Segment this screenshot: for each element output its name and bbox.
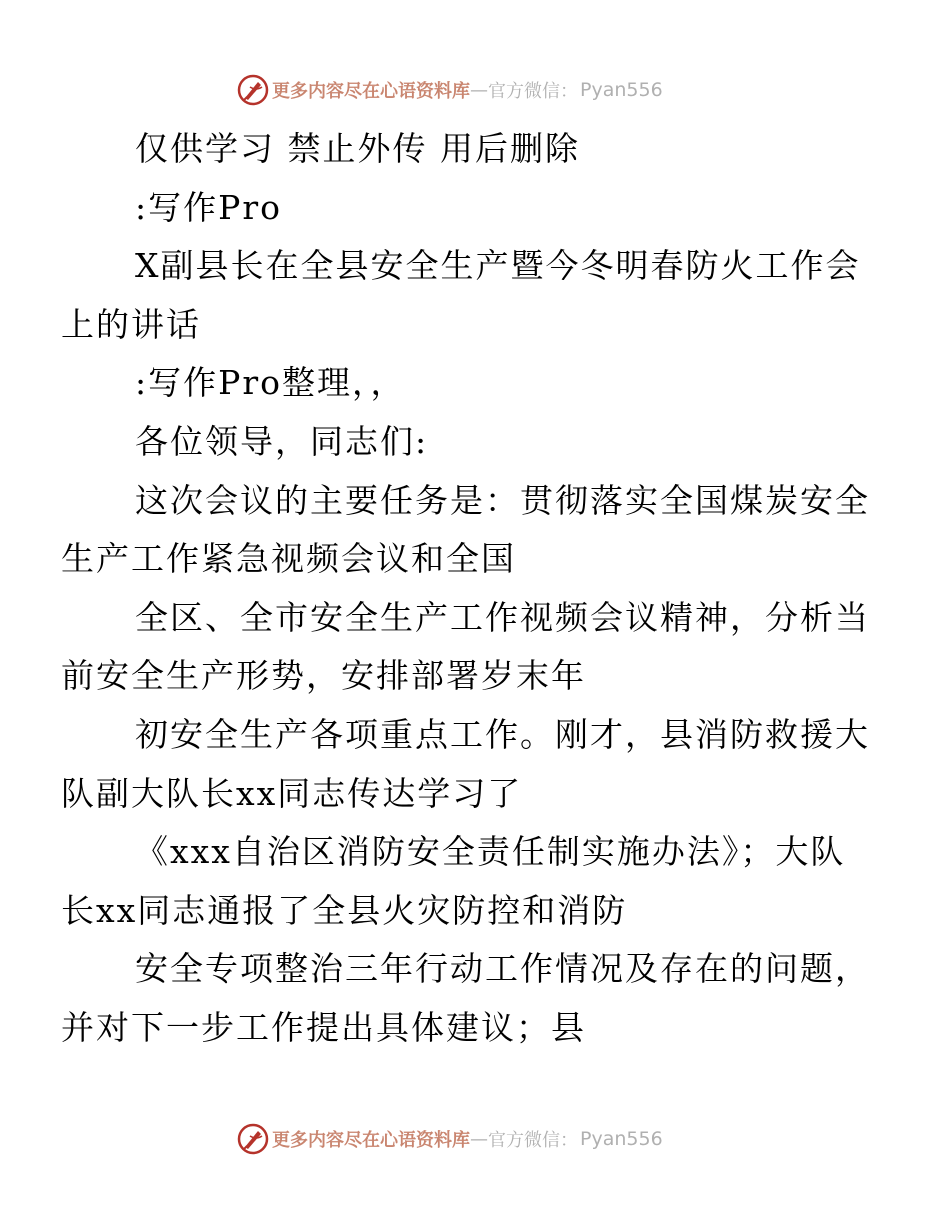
banner-dash: —: [470, 79, 488, 101]
paragraph-continuation: 长xx同志通报了全县火灾防控和消防: [61, 890, 628, 930]
paragraph-text: 全区、全市安全生产工作视频会议精神，分析当: [135, 597, 870, 637]
paragraph-text: 各位领导，同志们:: [135, 421, 429, 461]
document-body: [61, 120, 870, 1058]
paragraph-continuation: 生产工作紧急视频会议和全国: [61, 539, 516, 579]
body-paragraph: [61, 472, 870, 589]
paragraph-text: 初安全生产各项重点工作。刚才，县消防救援大: [135, 714, 870, 754]
paragraph-continuation: 上的讲话: [61, 304, 201, 344]
header-banner: [236, 73, 663, 107]
paragraph-text: :写作Pro整理，，: [135, 363, 406, 403]
speech-title: [61, 237, 861, 354]
paragraph-continuation: 前安全生产形势，安排部署岁末年: [61, 656, 586, 696]
quill-logo-icon: [236, 73, 270, 107]
quill-logo-icon: [236, 1122, 270, 1156]
banner-main-text: 更多内容尽在心语资料库: [272, 81, 470, 102]
body-paragraph: [61, 823, 858, 940]
paragraph-continuation: 队副大队长xx同志传达学习了: [61, 773, 523, 813]
banner-official-label: 官方微信：: [488, 81, 578, 102]
paragraph-text: X副县长在全县安全生产暨今冬明春防火工作会: [135, 246, 861, 286]
footer-banner: [236, 1122, 663, 1156]
paragraph-text: 《xxx自治区消防安全责任制实施办法》；大队: [135, 832, 846, 872]
author-line: [98, 179, 858, 238]
paragraph-text: 仅供学习 禁止外传 用后删除: [135, 129, 580, 168]
editor-line: [98, 354, 858, 413]
banner-official-label: 官方微信：: [488, 1130, 578, 1151]
body-paragraph: [61, 589, 870, 706]
banner-wechat-id: Pyan556: [580, 1128, 663, 1150]
paragraph-continuation: 并对下一步工作提出具体建议；县: [61, 1007, 586, 1047]
paragraph-text: :写作Pro: [135, 187, 282, 227]
body-paragraph: [61, 940, 870, 1057]
banner-wechat-id: Pyan556: [580, 79, 663, 101]
banner-main-text: 更多内容尽在心语资料库: [272, 1130, 470, 1151]
paragraph-text: 这次会议的主要任务是：贯彻落实全国煤炭安全: [135, 480, 870, 520]
banner-dash: —: [470, 1128, 488, 1150]
salutation: [98, 413, 858, 472]
notice-line: [98, 120, 858, 179]
paragraph-text: 安全专项整治三年行动工作情况及存在的问题，: [135, 949, 870, 989]
body-paragraph: [61, 706, 870, 823]
